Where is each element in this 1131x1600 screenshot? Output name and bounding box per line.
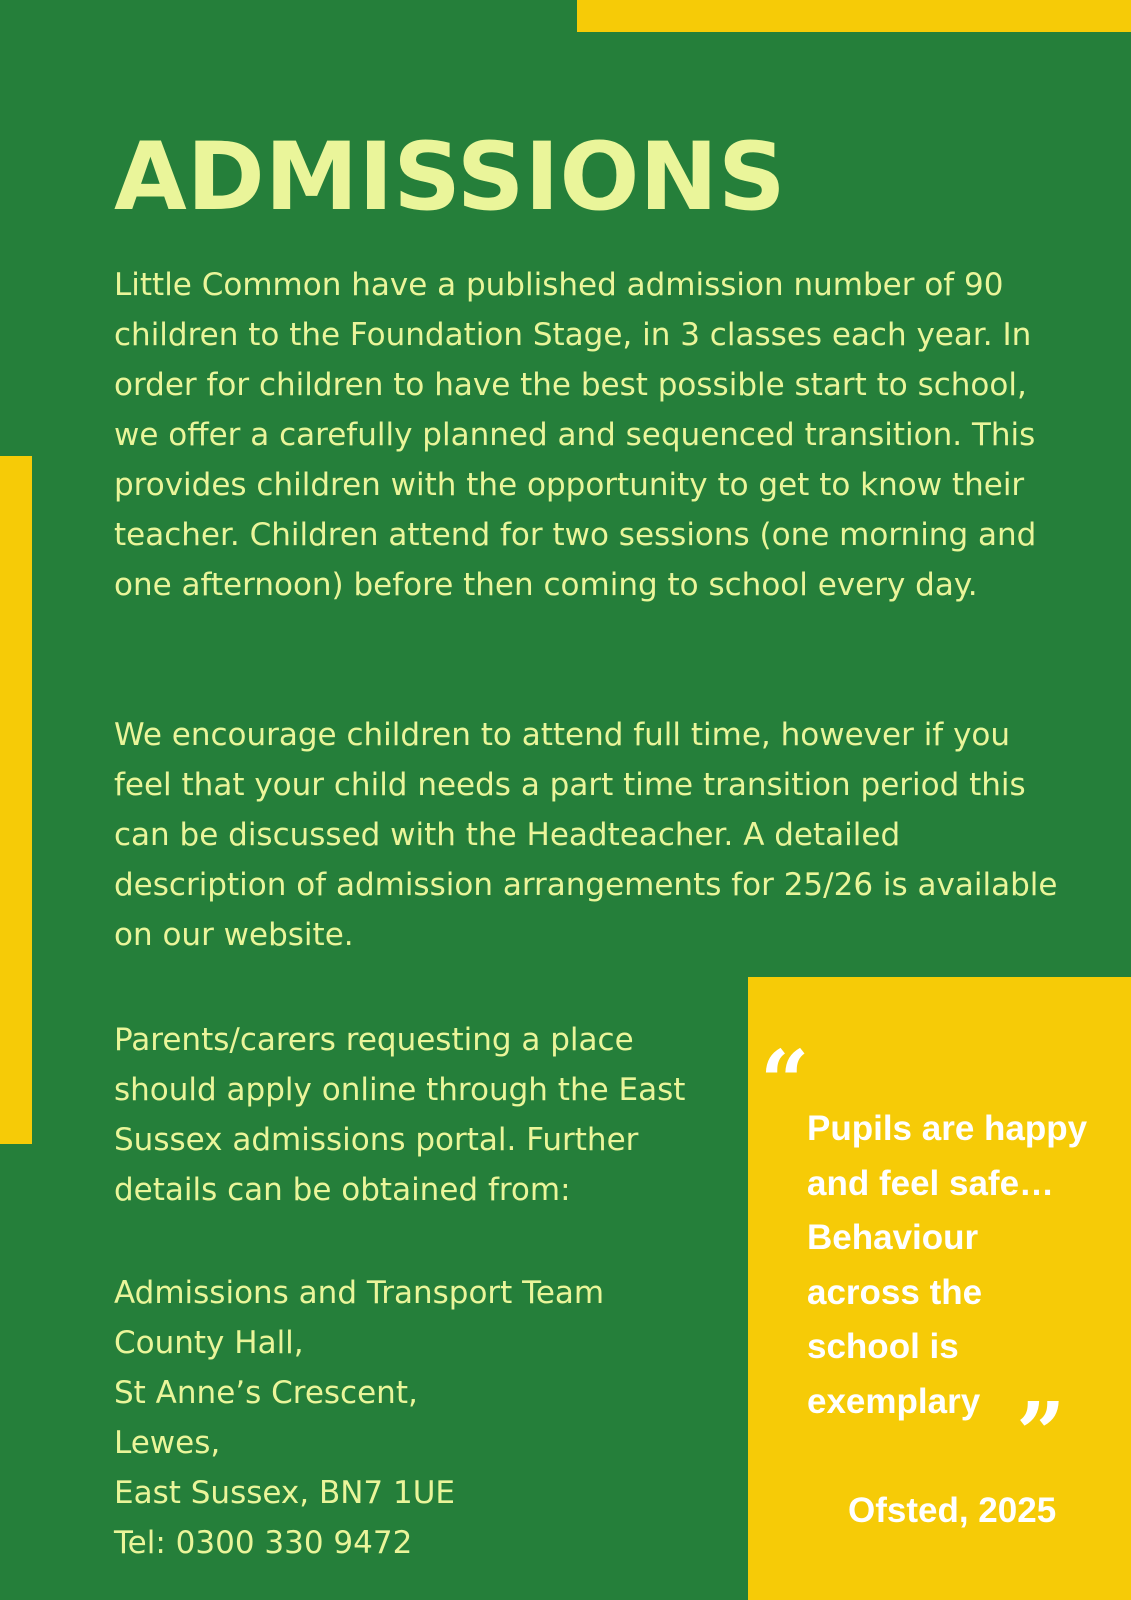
quote-source: Ofsted, 2025 — [848, 1491, 1057, 1530]
close-quote-icon: ” — [1016, 1384, 1066, 1485]
contact-address — [114, 1268, 734, 1568]
address-team: Admissions and Transport Team — [114, 1275, 605, 1311]
application-paragraph: Parents/carers requesting a place should apply online through the East Sussex admissions portal. Further details can be obtained from: — [114, 1022, 686, 1208]
address-county-postcode: East Sussex, BN7 1UE — [114, 1475, 455, 1511]
address-building: County Hall, — [114, 1325, 304, 1361]
address-town: Lewes, — [114, 1425, 221, 1461]
address-street: St Anne’s Crescent, — [114, 1375, 418, 1411]
intro-paragraph: Little Common have a published admission number of 90 children to the Foundation Stage, in 3 classes each year. In order for children to have the best possible start to school, we offer a carefully planned and sequenced transition. This provides children with the opportunity to get to know their teacher. Children attend for two sessions (one morning and one afternoon) before then coming to school every day. — [114, 267, 1037, 603]
top-accent-bar — [577, 0, 1131, 32]
address-phone: Tel: 0300 330 9472 — [114, 1525, 413, 1561]
open-quote-icon: “ — [760, 1032, 810, 1133]
left-accent-bar — [0, 456, 32, 1144]
page-title: ADMISSIONS — [114, 123, 786, 232]
ofsted-quote: Pupils are happy and feel safe… Behaviour across the school is exemplary — [807, 1109, 1088, 1421]
attendance-paragraph: We encourage children to attend full time, however if you feel that your child needs a part time transition period this can be discussed with the Headteacher. A detailed description of admission arrangements for 25/26 is available on our website. — [114, 717, 1058, 953]
